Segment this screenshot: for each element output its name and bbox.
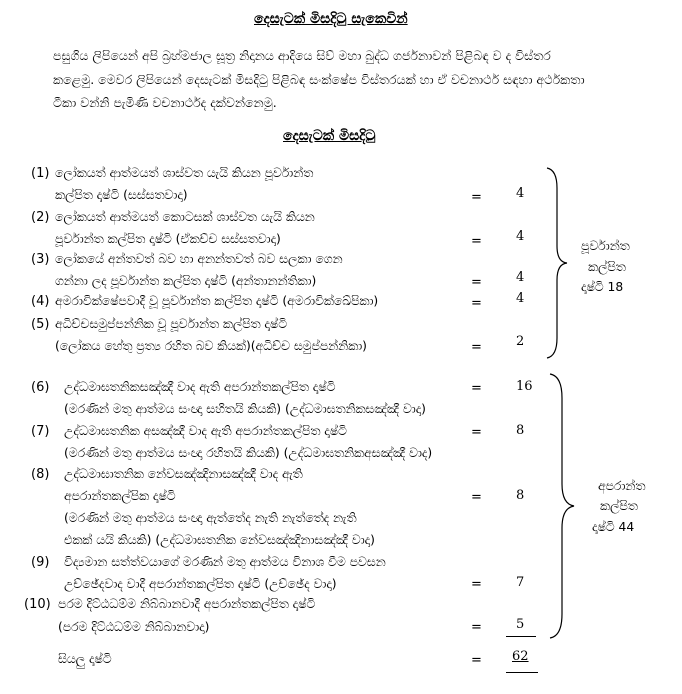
item-10-equals: = — [471, 620, 482, 635]
item-2-value: 4 — [516, 229, 525, 244]
item-5-line-1: අධිච්චසමුප්පන්නික වූ පූර්වාන්ත කල්පිත දෘෂ්ටි — [55, 317, 288, 331]
item-6-value: 16 — [516, 379, 533, 394]
item-8-number: (8) — [31, 467, 50, 482]
item-3-equals: = — [471, 275, 482, 290]
intro-line-1: පසුගිය ලිපියෙන් අපි බ්‍රහ්මජාල සූත්‍ර නිදානය ආදියෙ සිව් මහා බුද්ධ ගර්ජනාවන් පිළිබඳ ව ද විස්තර — [53, 48, 551, 63]
group-2-label-line-2: කල්පිත — [600, 499, 638, 513]
item-8-value: 8 — [516, 488, 525, 503]
item-4-line-1: අමරාවික්ෂේපවාදී වූ පූර්වාන්ත කල්පිත දෘෂ්ටි (අමරාවික්ඛේපිකා) — [55, 294, 379, 308]
group-1-brace — [545, 166, 575, 360]
item-2-number: (2) — [31, 210, 50, 225]
item-4-value: 4 — [516, 291, 525, 306]
item-6-line-2: (මරණින් මතු ආත්මය සංඥා සහිතයි කියකි) (උද්ධමාඝතනිකසඤ්ඤී වාදා) — [64, 402, 426, 416]
item-1-value: 4 — [516, 186, 525, 201]
group-1-label-line-2: කල්පිත — [588, 260, 626, 274]
subtotal-underline — [506, 636, 536, 637]
item-6-equals: = — [471, 381, 482, 396]
document-title: දෙසැටක් මිසදිටු සැකෙවින් — [254, 11, 408, 27]
item-5-number: (5) — [31, 317, 50, 332]
item-2-equals: = — [471, 234, 482, 249]
item-8-line-1: උද්ධමාඝාතනික නේවසඤ්ඤිනාසඤ්ඤී වාද ඇති — [64, 467, 303, 481]
total-double-underline — [506, 672, 538, 673]
group-2-brace — [548, 372, 578, 640]
total-label: සියලු දෘෂ්ටි — [58, 652, 112, 666]
item-3-line-2: ගන්නා ලද පූර්වාන්ත කල්පිත දෘෂ්ටි (අන්තානන්තිකා) — [55, 274, 317, 288]
item-1-line-1: ලෝකයත් ආත්මයත් ශාස්වත යැයි කියන පූර්වාන්ත — [55, 166, 314, 180]
item-8-line-4: එකක් යයි කියකි) (උද්ධමාඝතනික නේවසඤ්ඤිනාසඤ්ඤී වාදා) — [64, 533, 375, 547]
intro-line-2: කළෙමු. මෙවර ලිපියෙන් දෙසැටක් මිසදිටු පිළිබඳ සංක්ෂේප විස්තරයක් හා ඒ වචනාර්ථ සඳහා අර්ථකතා — [53, 72, 585, 87]
total-value: 62 — [512, 649, 529, 664]
item-2-line-1: ලෝකයත් ආත්මයත් කොටසක් ශාස්වත යැයි කියන — [55, 210, 315, 224]
item-5-line-2: (ලෝකය හේතු ප්‍රත්‍ය රහිත බව කියක්)(අධිච්ච සමුප්පන්නිකා) — [55, 339, 367, 353]
item-8-line-3: (මරණින් මතු ආත්මය සංඥා ඇත්තේද නැති නැත්තේද නැති — [64, 511, 357, 525]
item-5-value: 2 — [516, 334, 525, 349]
group-2-label-line-3: දෘෂ්ටි 44 — [592, 520, 635, 534]
item-7-line-2: (මරණින් මතු ආත්මය සංඥා රහිතයි කියකි) (උද්ධමාඝතනිකඅසඤ්ඤී වාද) — [64, 446, 433, 460]
item-9-number: (9) — [31, 555, 50, 570]
item-6-number: (6) — [31, 380, 50, 395]
item-4-number: (4) — [31, 294, 50, 309]
item-6-line-1: උද්ධමාඝතනිකසඤ්ඤී වාද ඇති අපරාන්තකල්පිත දෘෂ්ටි — [64, 380, 336, 394]
item-1-line-2: කල්පිත දෘෂ්ටි (සස්සතවාදා) — [55, 188, 188, 202]
item-7-equals: = — [471, 425, 482, 440]
item-3-number: (3) — [31, 252, 50, 267]
item-8-line-2: අපරාන්තකල්පික දෘෂ්ටි — [64, 489, 176, 503]
section-subtitle: දෙසැටක් මිසදිටු — [283, 128, 376, 144]
item-9-line-2: උච්ඡේදවාද වාදී අපරාන්තකල්පිත දෘෂ්ටි (උච්ඡේද වාදා) — [64, 577, 337, 591]
item-10-number: (10) — [24, 597, 51, 612]
item-7-number: (7) — [31, 424, 50, 439]
item-10-line-2: (පරම දිට්ඨධම්ම නිබ්බානවාදා) — [58, 620, 210, 634]
group-2-label-line-1: අපරාන්ත — [598, 479, 646, 493]
item-3-line-1: ලෝකයේ අන්තවත් බව හා අනන්තවත් බව සලකා ගෙන — [55, 252, 343, 266]
item-10-line-1: පරම දිට්ඨධම්ම නිබ්බානවාදී අපරාන්තකල්පිත දෘෂ්ටි — [58, 597, 316, 611]
item-7-line-1: උද්ධමාඝතනික අසඤ්ඤී වාද ඇති අපරාන්තකල්පිත දෘෂ්ටි — [64, 424, 347, 438]
item-4-equals: = — [471, 296, 482, 311]
item-9-line-1: විද්‍යමාන සත්ත්වයාගේ මරණින් මතු ආත්මය විනාශ වීම පවසන — [64, 555, 386, 569]
item-1-equals: = — [471, 190, 482, 205]
item-2-line-2: පූර්වාන්ත කල්පිත දෘෂ්ටි (ඒකච්ච සස්සතවාදා) — [55, 232, 281, 246]
total-equals: = — [471, 653, 482, 668]
group-1-label-line-1: පූර්වාන්ත — [581, 239, 630, 253]
item-9-value: 7 — [516, 575, 525, 590]
item-8-equals: = — [471, 490, 482, 505]
item-9-equals: = — [471, 577, 482, 592]
item-3-value: 4 — [516, 270, 525, 285]
item-7-value: 8 — [516, 423, 525, 438]
intro-line-3: ටීකා වන්නි පැමිණි වචනාර්ථද දක්වන්නෙමු. — [53, 95, 277, 110]
item-10-value: 5 — [516, 617, 525, 632]
item-1-number: (1) — [31, 166, 50, 181]
group-1-label-line-3: දෘෂ්ටි 18 — [581, 280, 624, 294]
item-5-equals: = — [471, 340, 482, 355]
